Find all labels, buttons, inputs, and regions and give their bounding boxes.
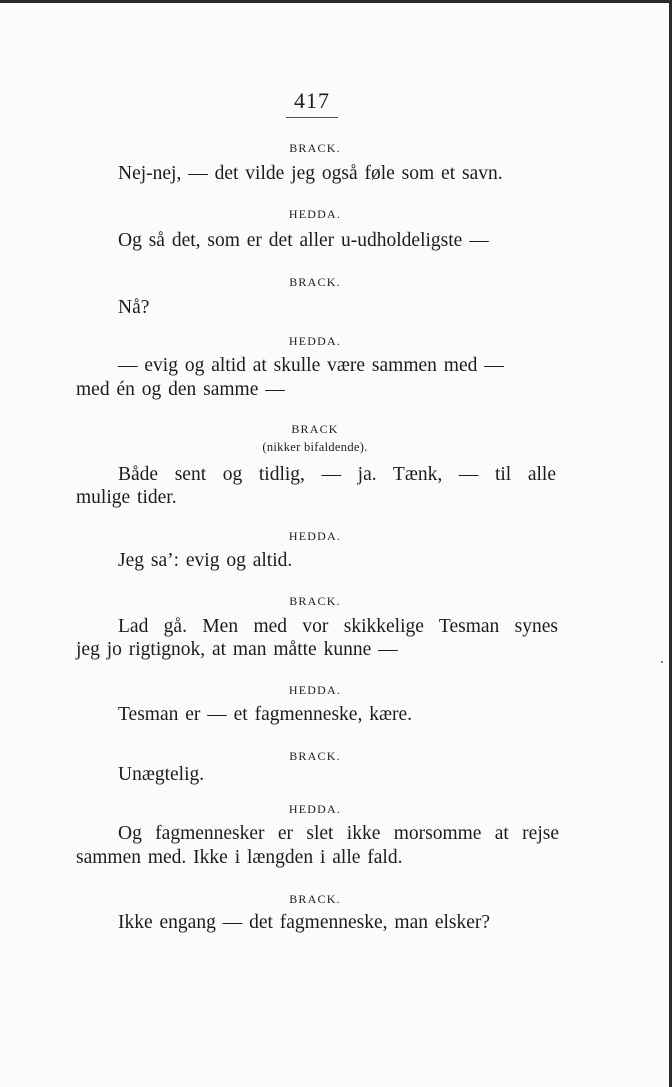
- dialogue-line: med én og den samme —: [76, 379, 285, 400]
- speaker-label: BRACK.: [289, 594, 341, 608]
- speaker-label: BRACK.: [289, 892, 341, 906]
- page-number: 417: [294, 88, 330, 113]
- dialogue-line: Nå?: [118, 297, 150, 318]
- speaker-label: HEDDA.: [288, 802, 342, 816]
- dialogue-line: Jeg sa’: evig og altid.: [118, 550, 293, 571]
- speaker-label: BRACK.: [289, 141, 341, 155]
- dialogue-line: Både sent og tidlig, — ja. Tænk, — til alle: [118, 464, 556, 485]
- speaker-label: HEDDA.: [288, 683, 342, 697]
- stage-direction: (nikker bifaldende).: [262, 440, 368, 454]
- speaker-label: BRACK.: [289, 275, 341, 289]
- page-number-rule: [286, 117, 338, 118]
- speaker-label: HEDDA.: [288, 207, 342, 221]
- dialogue-line: Unægtelig.: [118, 764, 205, 785]
- dialogue-line: jeg jo rigtignok, at man måtte kunne —: [76, 639, 398, 660]
- print-speck: [661, 661, 663, 663]
- dialogue-line: Nej-nej, — det vilde jeg også føle som et savn.: [118, 163, 503, 184]
- dialogue-line: Tesman er — et fagmenneske, kære.: [118, 704, 412, 725]
- dialogue-line: Og så det, som er det aller u-udholdeligste —: [118, 230, 489, 251]
- speaker-label: HEDDA.: [288, 334, 342, 348]
- dialogue-line: Og fagmennesker er slet ikke morsomme at rejse: [118, 823, 559, 844]
- speaker-label: BRACK.: [289, 749, 341, 763]
- dialogue-line: sammen med. Ikke i længden i alle fald.: [76, 847, 403, 868]
- page-top-edge: [0, 0, 672, 3]
- dialogue-line: — evig og altid at skulle være sammen med —: [118, 355, 504, 376]
- speaker-label: BRACK: [291, 422, 339, 436]
- dialogue-line: Lad gå. Men med vor skikkelige Tesman synes: [118, 616, 558, 637]
- dialogue-line: mulige tider.: [76, 487, 177, 508]
- speaker-label: HEDDA.: [288, 529, 342, 543]
- dialogue-line: Ikke engang — det fagmenneske, man elsker?: [118, 912, 491, 933]
